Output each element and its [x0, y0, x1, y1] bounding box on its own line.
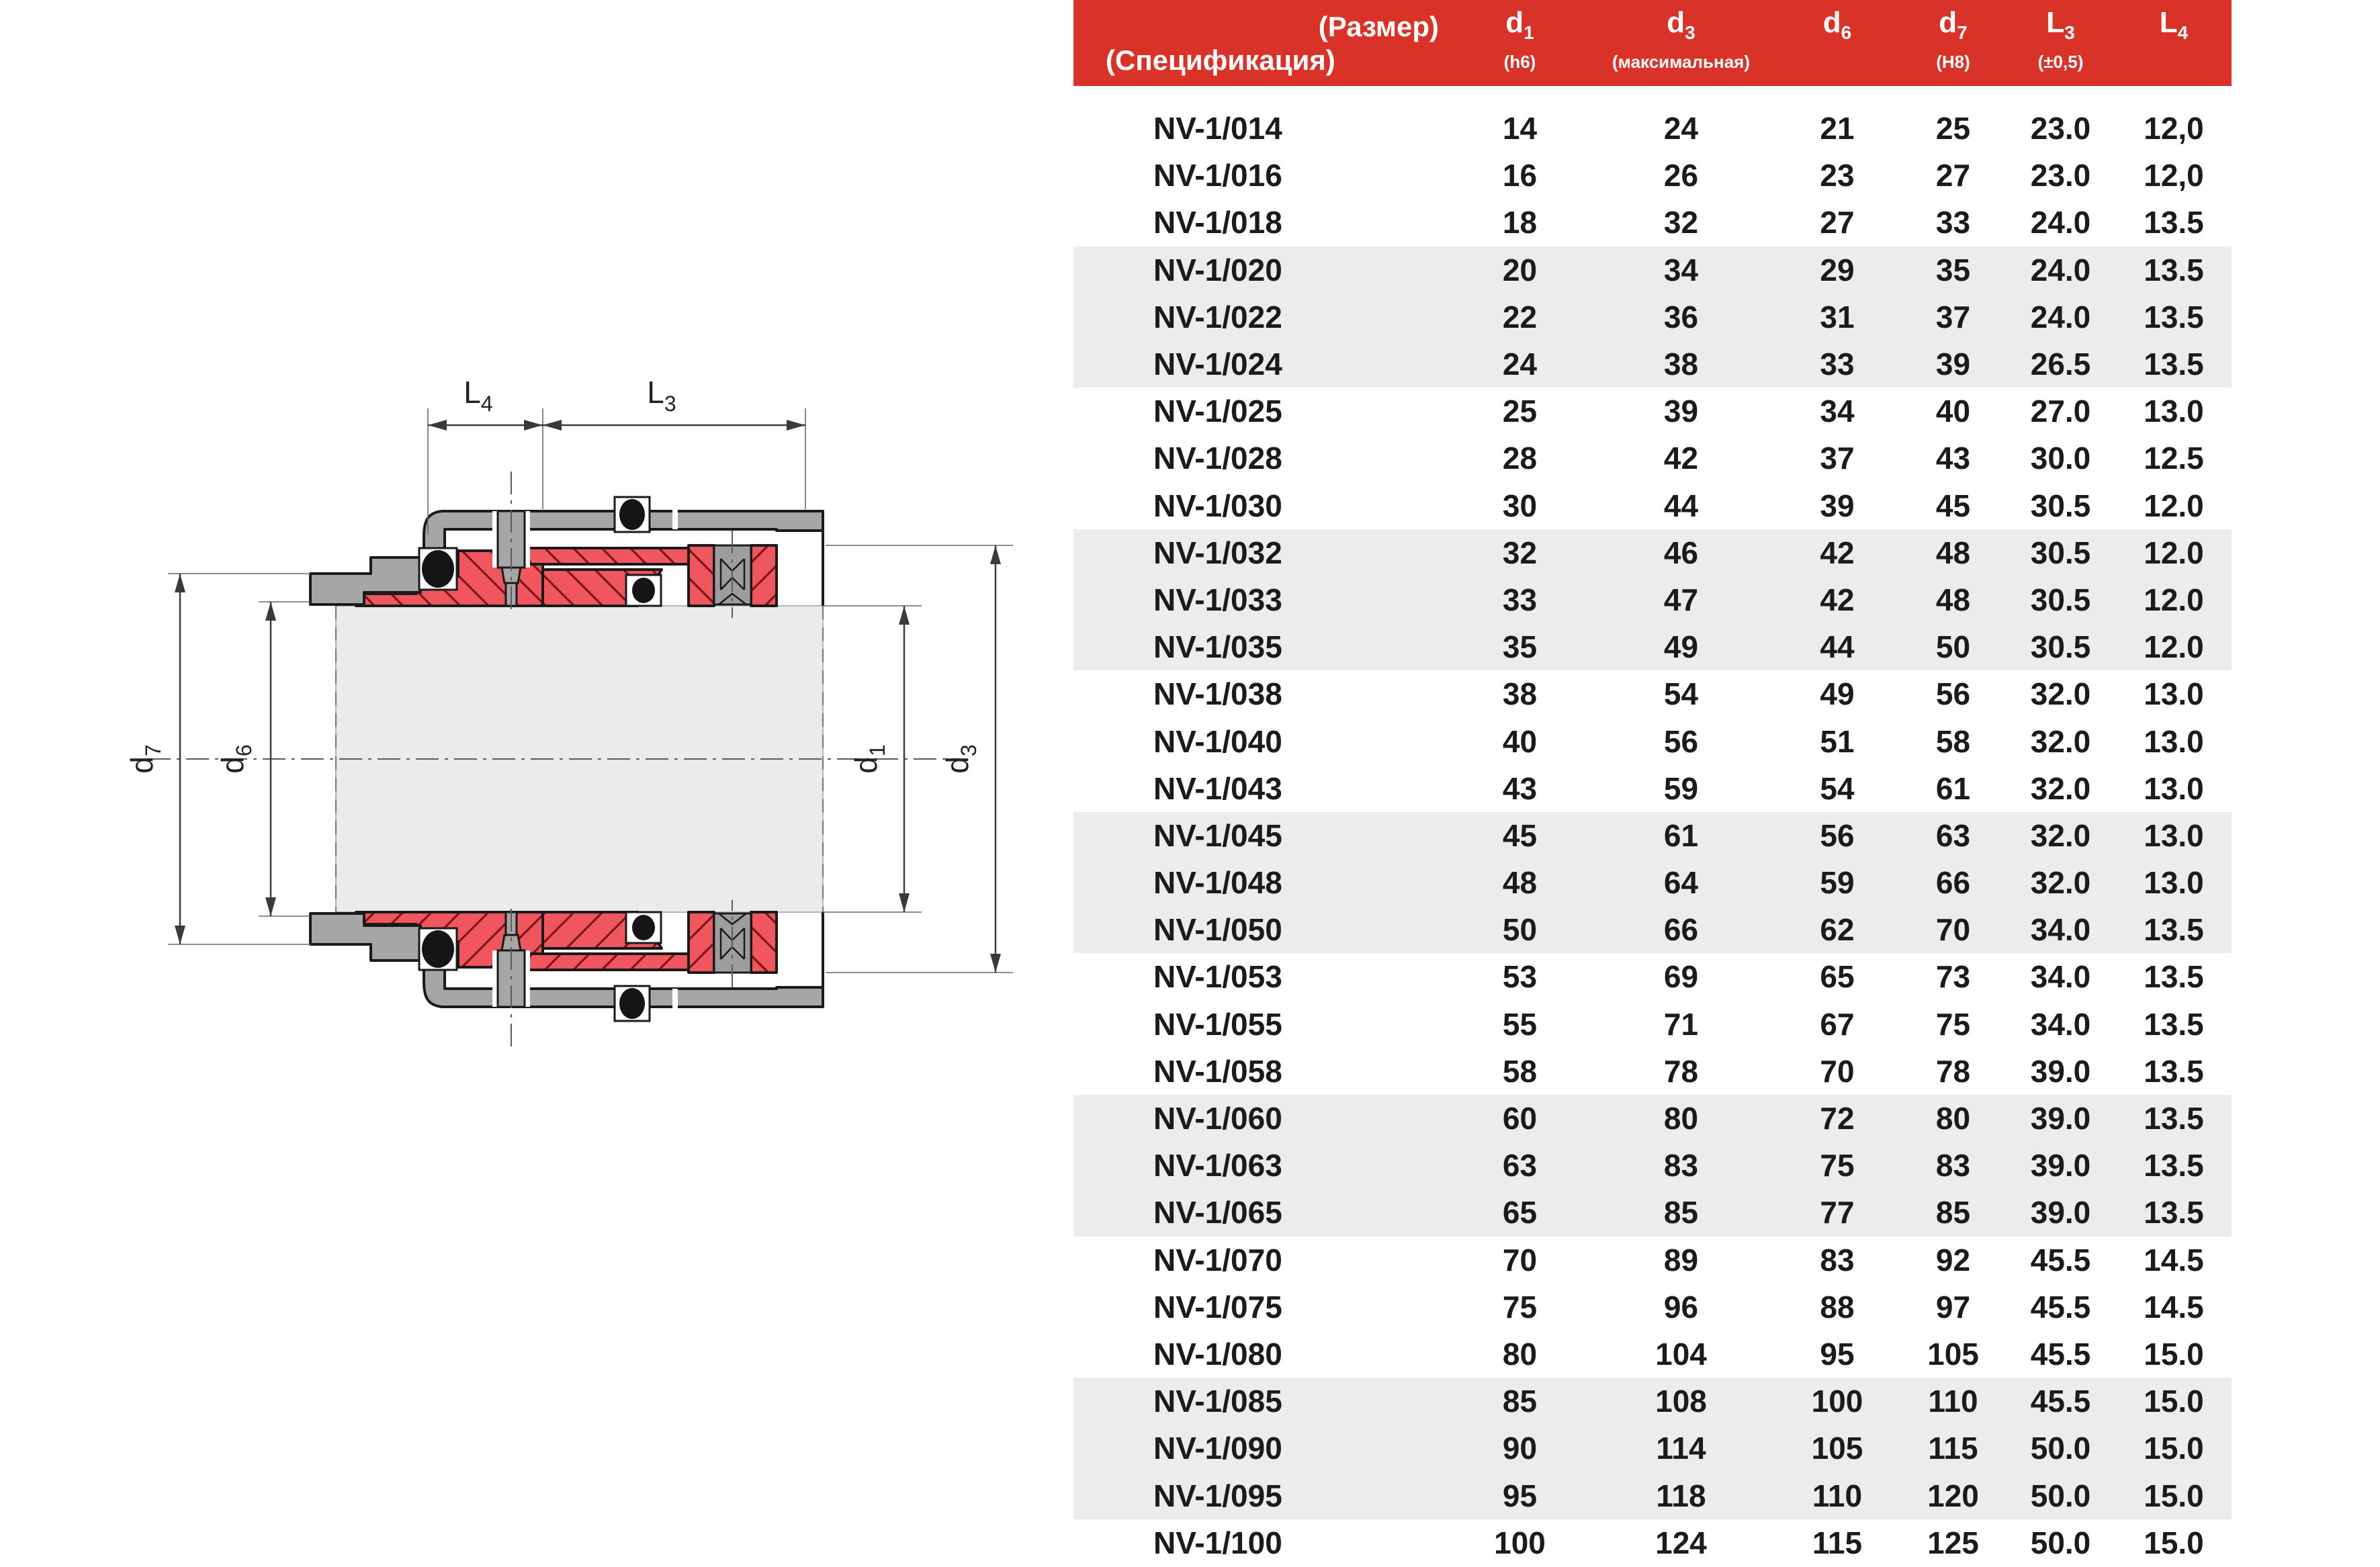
cell-d3: 26 [1663, 158, 1699, 193]
cell-d6: 37 [1820, 441, 1855, 476]
cell-L4: 15.0 [2144, 1525, 2204, 1560]
cell-L4: 13.0 [2144, 865, 2204, 901]
cell-d1: 30 [1502, 488, 1538, 523]
cell-L4: 13.5 [2144, 1101, 2204, 1136]
label-L4: $L_4$ [464, 375, 493, 416]
cell-d7: 73 [1935, 959, 1971, 995]
cell-d3: 124 [1655, 1525, 1707, 1560]
cell-d7: 35 [1935, 252, 1971, 287]
cell-d6: 62 [1820, 912, 1855, 948]
cell-d1: 90 [1502, 1431, 1538, 1466]
cell-name: NV-1/035 [1153, 629, 1282, 665]
cell-d3: 24 [1663, 111, 1699, 146]
cell-L3: 34.0 [2030, 912, 2091, 948]
cell-L3: 30.5 [2030, 535, 2091, 570]
cell-d1: 38 [1502, 676, 1538, 712]
cell-L3: 26.5 [2030, 347, 2091, 382]
cell-L3: 23.0 [2030, 111, 2091, 146]
cell-L4: 12.0 [2144, 535, 2204, 570]
cell-L4: 15.0 [2144, 1336, 2204, 1372]
cell-L3: 30.0 [2030, 441, 2091, 476]
cell-L3: 24.0 [2030, 205, 2091, 240]
table-row [1073, 906, 2232, 953]
cell-name: NV-1/018 [1153, 205, 1282, 240]
table-row [1073, 859, 2232, 906]
cell-name: NV-1/055 [1153, 1006, 1282, 1042]
cell-L3: 27.0 [2030, 394, 2091, 429]
cell-d3: 32 [1663, 205, 1699, 240]
cell-L4: 12,0 [2144, 111, 2204, 146]
cell-d3: 85 [1663, 1195, 1699, 1230]
cell-d3: 59 [1663, 770, 1699, 806]
cell-L3: 23.0 [2030, 158, 2091, 193]
table-row [1073, 482, 2232, 529]
table-row [1073, 1142, 2232, 1189]
cell-name: NV-1/060 [1153, 1101, 1282, 1136]
cell-d6: 72 [1820, 1101, 1855, 1136]
header-col-d6 [1773, 0, 1901, 86]
cell-L3: 39.0 [2030, 1148, 2091, 1183]
cell-d1: 48 [1502, 865, 1538, 901]
cell-d3: 64 [1663, 865, 1699, 901]
cell-d6: 110 [1812, 1478, 1863, 1513]
cell-d7: 63 [1935, 817, 1971, 853]
cell-L3: 39.0 [2030, 1195, 2091, 1230]
cell-d3: 80 [1663, 1101, 1699, 1136]
table-row [1073, 388, 2232, 435]
cell-L4: 13.5 [2144, 1006, 2204, 1042]
cell-L3: 39.0 [2030, 1053, 2091, 1089]
cell-d7: 70 [1935, 912, 1971, 948]
cell-d7: 48 [1935, 582, 1971, 617]
cell-d6: 100 [1811, 1384, 1863, 1419]
cell-L3: 45.5 [2030, 1384, 2091, 1419]
cell-L4: 15.0 [2144, 1431, 2204, 1466]
cell-d1: 70 [1502, 1242, 1538, 1278]
cell-d7: 85 [1935, 1195, 1971, 1230]
cell-L3: 32.0 [2030, 676, 2091, 712]
header-col-d3 [1589, 0, 1773, 86]
label-d7: $d_7$ [124, 744, 165, 774]
header-col-note: (±0,5) [2037, 51, 2084, 72]
header-col-symbol: $d_7$ [1939, 6, 1968, 43]
cell-name: NV-1/090 [1153, 1431, 1282, 1466]
header-col-d7 [1901, 0, 2005, 86]
cell-L4: 13.5 [2144, 205, 2204, 240]
table-row [1073, 152, 2232, 199]
table-row [1073, 670, 2232, 717]
cell-d6: 34 [1820, 394, 1855, 429]
cell-L3: 24.0 [2030, 252, 2091, 287]
cell-d1: 43 [1502, 770, 1538, 806]
table-row [1073, 105, 2232, 152]
housing-split-gap [672, 494, 678, 529]
o-ring-housing [615, 497, 650, 532]
cell-L4: 13.0 [2144, 676, 2204, 712]
cell-d7: 66 [1935, 865, 1971, 901]
cell-L3: 32.0 [2030, 770, 2091, 806]
cell-d3: 38 [1663, 347, 1699, 382]
header-col-symbol: $d_1$ [1505, 6, 1534, 43]
cell-d1: 28 [1502, 441, 1538, 476]
table-row [1073, 1189, 2232, 1236]
cell-L3: 24.0 [2030, 299, 2091, 334]
cell-d1: 65 [1502, 1195, 1538, 1230]
cell-d1: 85 [1502, 1384, 1538, 1419]
cell-d7: 105 [1927, 1336, 1979, 1372]
cell-d1: 22 [1502, 299, 1538, 334]
cell-name: NV-1/033 [1153, 582, 1282, 617]
cell-d6: 42 [1820, 535, 1855, 570]
cell-d7: 40 [1935, 394, 1971, 429]
cell-L3: 45.5 [2030, 1336, 2091, 1372]
cell-L3: 30.5 [2030, 488, 2091, 523]
cell-L4: 13.5 [2144, 912, 2204, 948]
header-size-label: (Размер) [1318, 11, 1439, 42]
cell-name: NV-1/040 [1153, 723, 1282, 759]
cell-d6: 23 [1820, 158, 1855, 193]
cell-d6: 65 [1820, 959, 1855, 995]
cell-d1: 60 [1502, 1101, 1538, 1136]
cell-d1: 32 [1502, 535, 1538, 570]
cell-d3: 108 [1655, 1384, 1707, 1419]
cell-name: NV-1/028 [1153, 441, 1282, 476]
cell-L3: 32.0 [2030, 865, 2091, 901]
cell-L4: 12,0 [2144, 158, 2204, 193]
cell-L3: 32.0 [2030, 817, 2091, 853]
cell-d6: 27 [1820, 205, 1855, 240]
cell-d1: 53 [1502, 959, 1538, 995]
cell-d3: 46 [1663, 535, 1699, 570]
cell-L3: 50.0 [2030, 1431, 2091, 1466]
label-d1: $d_1$ [848, 744, 889, 774]
table-row [1073, 247, 2232, 294]
table-row [1073, 199, 2232, 246]
cell-L3: 34.0 [2030, 1006, 2091, 1042]
cell-d6: 95 [1820, 1336, 1855, 1372]
cell-d7: 50 [1935, 629, 1971, 665]
cell-L4: 14.5 [2144, 1289, 2204, 1325]
cell-name: NV-1/045 [1153, 817, 1282, 853]
cell-d1: 20 [1502, 252, 1538, 287]
cell-d7: 25 [1935, 111, 1971, 146]
cell-L4: 13.5 [2144, 347, 2204, 382]
table-row [1073, 1378, 2232, 1425]
cell-d7: 33 [1935, 205, 1971, 240]
header-col-d1 [1451, 0, 1589, 86]
cell-L3: 32.0 [2030, 723, 2091, 759]
cell-d7: 80 [1935, 1101, 1971, 1136]
table-row [1073, 341, 2232, 388]
cell-L4: 14.5 [2144, 1242, 2204, 1278]
cell-d3: 89 [1663, 1242, 1699, 1278]
cell-L3: 30.5 [2030, 582, 2091, 617]
cell-d6: 59 [1820, 865, 1855, 901]
table-row [1073, 576, 2232, 623]
cell-d3: 69 [1663, 959, 1699, 995]
cell-d7: 110 [1928, 1384, 1978, 1419]
cell-L4: 13.0 [2144, 723, 2204, 759]
cell-L3: 45.5 [2030, 1289, 2091, 1325]
header-col-symbol: $d_6$ [1822, 6, 1852, 43]
cell-d6: 29 [1820, 252, 1855, 287]
cell-L4: 13.5 [2144, 1148, 2204, 1183]
cell-L3: 30.5 [2030, 629, 2091, 665]
cell-d1: 58 [1502, 1053, 1538, 1089]
cell-name: NV-1/100 [1153, 1525, 1282, 1560]
cell-L3: 34.0 [2030, 959, 2091, 995]
cell-d7: 58 [1935, 723, 1971, 759]
seal-cross-section-diagram [67, 302, 1041, 1283]
cell-d1: 16 [1502, 158, 1538, 193]
cell-L4: 12.0 [2144, 488, 2204, 523]
cell-d6: 88 [1820, 1289, 1855, 1325]
cell-name: NV-1/038 [1153, 676, 1282, 712]
cell-name: NV-1/063 [1153, 1148, 1282, 1183]
cell-d3: 104 [1655, 1336, 1707, 1372]
cell-L3: 50.0 [2030, 1478, 2091, 1513]
cell-L4: 13.0 [2144, 817, 2204, 853]
table-row [1073, 1095, 2232, 1142]
table-row [1073, 717, 2232, 764]
label-d6: $d_6$ [215, 744, 256, 774]
cell-d7: 37 [1935, 299, 1971, 334]
seal-seat-ring [751, 545, 777, 606]
cell-L4: 13.5 [2144, 299, 2204, 334]
cell-d6: 42 [1820, 582, 1855, 617]
cell-d6: 105 [1811, 1431, 1863, 1466]
header-size-spec [1073, 0, 1451, 86]
cell-d3: 61 [1663, 817, 1699, 853]
table-header [1073, 0, 2232, 86]
cell-d6: 75 [1820, 1148, 1855, 1183]
cell-L4: 12.0 [2144, 629, 2204, 665]
cell-name: NV-1/075 [1153, 1289, 1282, 1325]
cell-d3: 42 [1663, 441, 1699, 476]
header-col-symbol: $d_3$ [1667, 6, 1695, 43]
header-spec-label: (Спецификация) [1106, 44, 1335, 76]
cell-d6: 31 [1820, 299, 1855, 334]
cell-d3: 56 [1663, 723, 1699, 759]
cell-L3: 39.0 [2030, 1101, 2091, 1136]
cell-d1: 95 [1502, 1478, 1538, 1513]
cell-d7: 27 [1935, 158, 1971, 193]
o-ring-shaft [626, 575, 661, 606]
table-body [1073, 105, 2232, 1566]
cell-name: NV-1/022 [1153, 299, 1282, 334]
cell-d3: 78 [1663, 1053, 1699, 1089]
cell-L4: 13.5 [2144, 1195, 2204, 1230]
cell-d3: 47 [1663, 582, 1699, 617]
cell-d7: 43 [1935, 441, 1971, 476]
table-row [1073, 435, 2232, 482]
cell-d1: 75 [1502, 1289, 1538, 1325]
cell-name: NV-1/025 [1153, 394, 1282, 429]
cell-d7: 61 [1935, 770, 1971, 806]
cell-d3: 39 [1663, 394, 1699, 429]
cell-d1: 100 [1494, 1525, 1546, 1560]
cell-name: NV-1/043 [1153, 770, 1282, 806]
cell-L4: 12.0 [2144, 582, 2204, 617]
cell-d1: 35 [1502, 629, 1538, 665]
cell-L4: 15.0 [2144, 1478, 2204, 1513]
cell-L4: 13.5 [2144, 959, 2204, 995]
cell-d1: 40 [1502, 723, 1538, 759]
cell-name: NV-1/016 [1153, 158, 1282, 193]
cell-d1: 14 [1502, 111, 1538, 146]
cell-d1: 33 [1502, 582, 1538, 617]
specification-table [1073, 0, 2232, 1567]
table-row [1073, 953, 2232, 1000]
cell-d3: 96 [1663, 1289, 1699, 1325]
header-col-note: (максимальная) [1612, 51, 1750, 72]
cell-name: NV-1/053 [1153, 959, 1282, 995]
cell-d7: 78 [1935, 1053, 1971, 1089]
cell-d7: 83 [1935, 1148, 1971, 1183]
table-row [1073, 529, 2232, 576]
cell-d3: 44 [1663, 488, 1699, 523]
cell-L3: 45.5 [2030, 1242, 2091, 1278]
cell-d6: 70 [1820, 1053, 1855, 1089]
cell-d6: 33 [1820, 347, 1855, 382]
cell-L4: 13.5 [2144, 1053, 2204, 1089]
cell-d1: 50 [1502, 912, 1538, 948]
cell-name: NV-1/085 [1153, 1384, 1282, 1419]
cell-name: NV-1/080 [1153, 1336, 1282, 1372]
table-row [1073, 765, 2232, 812]
cell-name: NV-1/070 [1153, 1242, 1282, 1278]
cell-name: NV-1/095 [1153, 1478, 1282, 1513]
cell-d6: 115 [1812, 1525, 1863, 1560]
cell-L3: 50.0 [2030, 1525, 2091, 1560]
table-row [1073, 1519, 2232, 1566]
cell-name: NV-1/014 [1153, 111, 1282, 146]
cell-d3: 71 [1663, 1006, 1699, 1042]
cell-d7: 39 [1935, 347, 1971, 382]
cell-d7: 75 [1935, 1006, 1971, 1042]
seal-drawing-svg [67, 302, 1041, 1283]
cell-L4: 13.0 [2144, 394, 2204, 429]
cell-d1: 25 [1502, 394, 1538, 429]
cell-name: NV-1/030 [1153, 488, 1282, 523]
table-row [1073, 1472, 2232, 1519]
cell-L4: 12.5 [2144, 441, 2204, 476]
header-col-note: (H8) [1936, 51, 1970, 72]
table-row [1073, 1237, 2232, 1284]
header-col-symbol: $L_3$ [2046, 6, 2075, 43]
cell-name: NV-1/058 [1153, 1053, 1282, 1089]
table-row [1073, 1425, 2232, 1472]
cell-d7: 92 [1935, 1242, 1971, 1278]
label-d3: $d_3$ [940, 744, 981, 774]
seal-face-ring [689, 545, 714, 606]
table-row [1073, 1284, 2232, 1331]
cell-d1: 45 [1502, 817, 1538, 853]
cell-L4: 13.0 [2144, 770, 2204, 806]
cell-d1: 18 [1502, 205, 1538, 240]
cell-d6: 54 [1820, 770, 1855, 806]
cell-d3: 49 [1663, 629, 1699, 665]
cell-d3: 83 [1663, 1148, 1699, 1183]
cell-d6: 83 [1820, 1242, 1855, 1278]
cell-name: NV-1/065 [1153, 1195, 1282, 1230]
cell-L4: 15.0 [2144, 1384, 2204, 1419]
cell-d6: 67 [1820, 1006, 1855, 1042]
cell-d6: 44 [1820, 629, 1855, 665]
cell-d7: 97 [1935, 1289, 1971, 1325]
table-row [1073, 1001, 2232, 1048]
cell-d6: 39 [1820, 488, 1855, 523]
cell-d1: 80 [1502, 1336, 1538, 1372]
cell-d3: 34 [1663, 252, 1699, 287]
cell-d7: 56 [1935, 676, 1971, 712]
table-row [1073, 812, 2232, 859]
cell-d7: 45 [1935, 488, 1971, 523]
header-col-symbol: $L_4$ [2159, 6, 2189, 43]
cell-d6: 77 [1820, 1195, 1855, 1230]
cell-d3: 114 [1656, 1431, 1706, 1466]
cell-d3: 66 [1663, 912, 1699, 948]
cell-d1: 55 [1502, 1006, 1538, 1042]
cell-name: NV-1/024 [1153, 347, 1282, 382]
cell-d3: 36 [1663, 299, 1699, 334]
cell-L4: 13.5 [2144, 252, 2204, 287]
cell-d6: 49 [1820, 676, 1855, 712]
cell-d3: 54 [1663, 676, 1699, 712]
label-L3: $L_3$ [647, 375, 676, 416]
header-col-note: (h6) [1503, 51, 1536, 72]
table-row [1073, 1331, 2232, 1378]
cell-name: NV-1/050 [1153, 912, 1282, 948]
header-col-L3 [2005, 0, 2116, 86]
table-row [1073, 1048, 2232, 1095]
cell-d1: 63 [1502, 1148, 1538, 1183]
header-col-L4 [2116, 0, 2232, 86]
cell-name: NV-1/020 [1153, 252, 1282, 287]
cell-d7: 125 [1927, 1525, 1979, 1560]
cell-d3: 118 [1656, 1478, 1706, 1513]
o-ring-primary [419, 548, 457, 590]
cell-d7: 120 [1927, 1478, 1979, 1513]
cell-name: NV-1/032 [1153, 535, 1282, 570]
table-row [1073, 623, 2232, 670]
cell-d7: 115 [1928, 1431, 1978, 1466]
cell-name: NV-1/048 [1153, 865, 1282, 901]
table-row [1073, 294, 2232, 341]
cell-d7: 48 [1935, 535, 1971, 570]
cell-d6: 21 [1820, 111, 1855, 146]
cell-d6: 56 [1820, 817, 1855, 853]
cell-d6: 51 [1820, 723, 1855, 759]
cell-d1: 24 [1502, 347, 1538, 382]
